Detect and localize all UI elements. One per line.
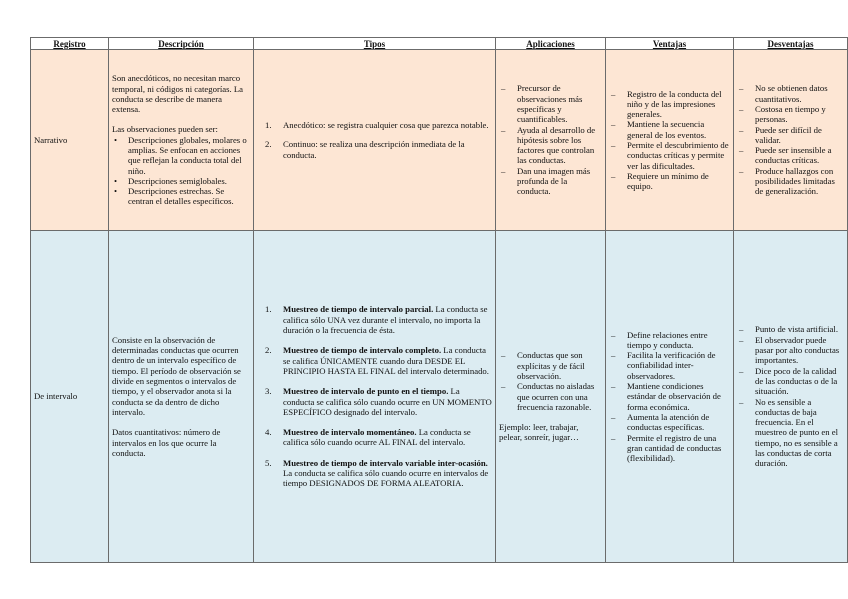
list-item: – Conductas que son explícitas y de fácil observación.: [499, 350, 602, 381]
intervalo-desventajas: [734, 231, 848, 563]
narrativo-descripcion-p2: Las observaciones pueden ser:: [112, 124, 218, 135]
list-item: – Punto de vista artificial.: [737, 324, 844, 334]
narrativo-desventajas-list: [737, 83, 844, 196]
list-item: – Puede ser difícil de validar.: [737, 125, 844, 146]
header-desventajas: Desventajas: [734, 38, 848, 50]
list-item: – Permite el descubrimiento de conductas críticas y permite ver las dificultades.: [609, 140, 730, 171]
list-item: – Conductas no aisladas que ocurren con una frecuencia razonable.: [499, 381, 602, 412]
list-item: – Define relaciones entre tiempo y conducta.: [609, 330, 730, 351]
list-item: – Aumenta la atención de conductas específicas.: [609, 412, 730, 433]
list-item: • Descripciones globales, molares o amplias. Se enfocan en acciones que reflejan la conducta total del niño.: [112, 135, 250, 176]
intervalo-tipos-list: [257, 304, 492, 488]
header-descripcion: Descripción: [109, 38, 254, 50]
header-row: [31, 38, 848, 50]
intervalo-desventajas-list: [737, 324, 844, 468]
intervalo-aplicaciones-ejemplo: Ejemplo: leer, trabajar, pelear, sonreír, jugar…: [499, 422, 579, 443]
list-item: 2. Continuo: se realiza una descripción inmediata de la conducta.: [265, 139, 465, 160]
intervalo-aplicaciones-list: [499, 350, 602, 412]
intervalo-ventajas-list: [609, 330, 730, 464]
list-item: – Registro de la conducta del niño y de las impresiones generales.: [609, 89, 730, 120]
header-tipos: Tipos: [254, 38, 496, 50]
list-item: – Dan una imagen más profunda de la conducta.: [499, 166, 602, 197]
list-item: – Dice poco de la calidad de las conductas o de la situación.: [737, 366, 844, 397]
list-item: – Mantiene condiciones estándar de observación de forma económica.: [609, 381, 730, 412]
list-item: 4. Muestreo de intervalo momentáneo. La conducta se califica sólo cuando ocurre AL FINAL del intervalo.: [265, 427, 471, 448]
narrativo-descripcion-list: [112, 135, 250, 207]
list-item: – Costosa en tiempo y personas.: [737, 104, 844, 125]
intervalo-ventajas: [606, 231, 734, 563]
row-narrativo: [31, 50, 848, 231]
list-item: 1. Muestreo de tiempo de intervalo parcial. La conducta se califica sólo UNA vez durante el intervalo, no importa la duración o la frecuencia de ésta.: [265, 304, 488, 336]
narrativo-descripcion-p1: Son anecdóticos, no necesitan marco temporal, ni códigos ni categorías. La conducta se describe de manera extensa.: [112, 73, 243, 115]
narrativo-desventajas: [734, 50, 848, 231]
list-item: • Descripciones semiglobales.: [112, 176, 250, 186]
list-item: – Requiere un mínimo de equipo.: [609, 171, 730, 192]
narrativo-ventajas-list: [609, 89, 730, 192]
intervalo-aplicaciones: [496, 231, 606, 563]
intervalo-descripcion-p2: Datos cuantitativos: número de intervalos en los que ocurre la conducta.: [112, 427, 221, 458]
list-item: – No se obtienen datos cuantitativos.: [737, 83, 844, 104]
narrativo-aplicaciones-list: [499, 83, 602, 196]
narrativo-tipos: [254, 50, 496, 231]
list-item: – Produce hallazgos con posibilidades limitadas de generalización.: [737, 166, 844, 197]
list-item: 3. Muestreo de intervalo de punto en el tiempo. La conducta se califica sólo cuando ocurre en UN MOMENTO ESPECÍFICO designado del intervalo.: [265, 386, 492, 417]
list-item: – No es sensible a conductas de baja frecuencia. En el muestreo de punto en el tiempo, no es sensible a las conductas de corta duración.: [737, 397, 844, 469]
list-item: – Facilita la verificación de confiabilidad inter-observadores.: [609, 350, 730, 381]
list-item: 1. Anecdótico: se registra cualquier cosa que parezca notable.: [265, 120, 489, 131]
narrativo-descripcion: [109, 50, 254, 231]
list-item: • Descripciones estrechas. Se centran el detalles específicos.: [112, 186, 250, 207]
intervalo-tipos: [254, 231, 496, 563]
intervalo-descripcion-p1: Consiste en la observación de determinadas conductas que ocurren dentro de un intervalo específico de tiempo. El período de observación se divide en segmentos o intervalos de tiempo, y el observador anota si la conducta se da dentro de dicho intervalo.: [112, 334, 241, 417]
list-item: – Ayuda al desarrollo de hipótesis sobre los factores que controlan las conductas.: [499, 125, 602, 166]
list-item: – Precursor de observaciones más específicas y cuantificables.: [499, 83, 602, 124]
narrativo-ventajas: [606, 50, 734, 231]
list-item: – Mantiene la secuencia general de los eventos.: [609, 119, 730, 140]
header-aplicaciones: Aplicaciones: [496, 38, 606, 50]
comparison-table: [30, 37, 848, 563]
header-ventajas: Ventajas: [606, 38, 734, 50]
intervalo-descripcion: [109, 231, 254, 563]
header-registro: Registro: [31, 38, 109, 50]
list-item: 5. Muestreo de tiempo de intervalo variable inter-ocasión. La conducta se califica sólo cuando ocurre en intervalos de tiempo DESIGNADOS DE FORMA ALEATORIA.: [265, 457, 489, 489]
narrativo-tipos-list: [257, 120, 492, 160]
narrativo-label: Narrativo: [31, 50, 109, 231]
list-item: – El observador puede pasar por alto conductas importantes.: [737, 335, 844, 366]
row-intervalo: [31, 231, 848, 563]
list-item: 2. Muestreo de tiempo de intervalo completo. La conducta se califica ÚNICAMENTE cuando dura DESDE EL PRINCIPIO HASTA EL FINAL del intervalo determinado.: [265, 345, 489, 376]
intervalo-label: De intervalo: [31, 231, 109, 563]
narrativo-aplicaciones: [496, 50, 606, 231]
list-item: – Puede ser insensible a conductas críticas.: [737, 145, 844, 166]
list-item: – Permite el registro de una gran cantidad de conductas (flexibilidad).: [609, 433, 730, 464]
